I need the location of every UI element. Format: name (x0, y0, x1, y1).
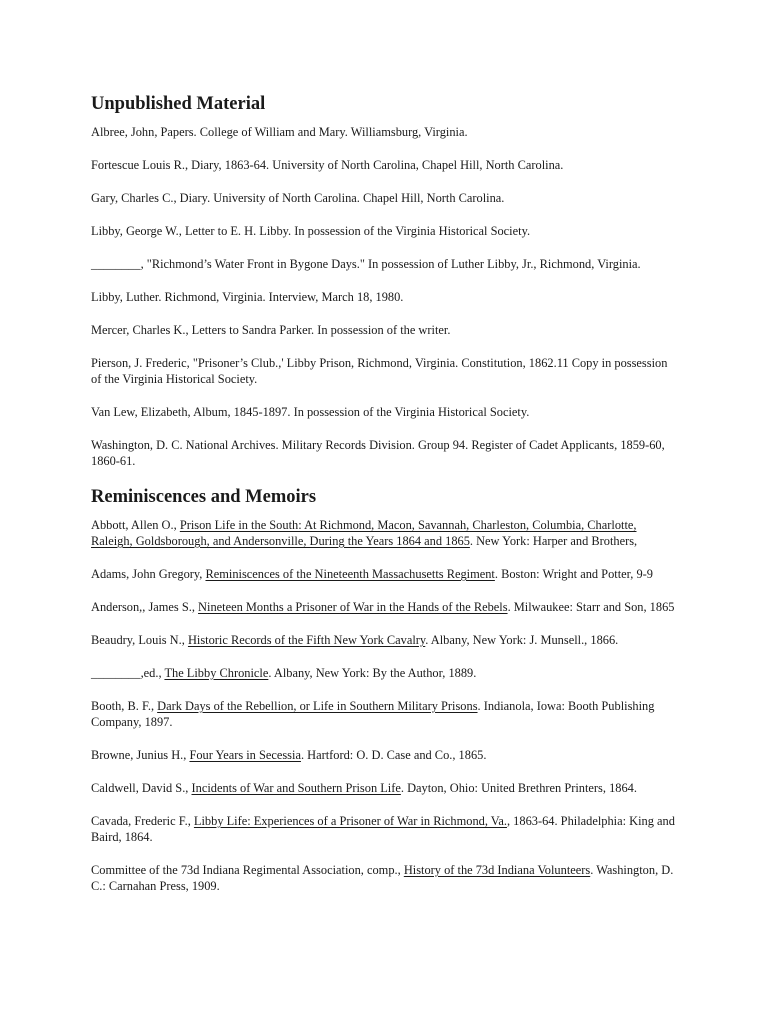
bibliography-entry (91, 665, 678, 681)
bibliography-entry (91, 566, 678, 582)
entry-author: Anderson,, James S., (91, 600, 199, 614)
bibliography-entry (91, 747, 678, 763)
bibliography-entry: Van Lew, Elizabeth, Album, 1845-1897. In possession of the Virginia Historical Society. (91, 405, 530, 419)
unpublished-list (91, 124, 678, 469)
entry-publication: . Boston: Wright and Potter, 9-9 (494, 567, 653, 581)
bibliography-entry (91, 698, 678, 730)
bibliography-entry: Libby, Luther. Richmond, Virginia. Interview, March 18, 1980. (91, 290, 404, 304)
bibliography-entry: ________, "Richmond’s Water Front in Bygone Days." In possession of Luther Libby, Jr., Richmond, Virginia. (91, 257, 641, 271)
entry-publication: . Dayton, Ohio: United Brethren Printers, 1864. (400, 781, 637, 795)
entry-author: Booth, B. F., (91, 699, 158, 713)
entry-author: Caldwell, David S., (91, 781, 192, 795)
entry-title: Libby Life: Experiences of a Prisoner of War in Richmond, Va. (193, 814, 507, 828)
reminiscences-list (91, 517, 678, 894)
entry-publication: . Albany, New York: By the Author, 1889. (268, 666, 477, 680)
entry-author: ________,ed., (91, 666, 165, 680)
entry-author: Cavada, Frederic F., (91, 814, 194, 828)
entry-title: History of the 73d Indiana Volunteers (403, 863, 591, 877)
entry-title: Incidents of War and Southern Prison Life (191, 781, 401, 795)
entry-publication: . Indianola, Iowa: Booth Publishing Company, 1897. (91, 699, 655, 729)
bibliography-entry (91, 780, 678, 796)
bibliography-entry (91, 517, 678, 549)
entry-author: Committee of the 73d Indiana Regimental Association, comp., (91, 863, 404, 877)
entry-publication: . Milwaukee: Starr and Son, 1865 (507, 600, 675, 614)
bibliography-entry: Pierson, J. Frederic, "Prisoner’s Club.,' Libby Prison, Richmond, Virginia. Constitution, 1862.11 Copy in possession of the Virginia Historical Society. (91, 356, 668, 386)
section-title-unpublished: Unpublished Material (91, 94, 266, 114)
bibliography-entry: Gary, Charles C., Diary. University of North Carolina. Chapel Hill, North Carolina. (91, 191, 505, 205)
bibliography-entry: Fortescue Louis R., Diary, 1863-64. University of North Carolina, Chapel Hill, North Carolina. (91, 158, 564, 172)
entry-publication: . Albany, New York: J. Munsell., 1866. (425, 633, 619, 647)
entry-author: Beaudry, Louis N., (91, 633, 188, 647)
entry-title: Reminiscences of the Nineteenth Massachusetts Regiment (205, 567, 495, 581)
entry-title: Prison Life in the South: At Richmond, Macon, Savannah, Charleston, Columbia, Charlotte, Raleigh, Goldsborough, and Andersonville, During the Years 1864 and 1865 (91, 518, 637, 548)
entry-publication: . New York: Harper and Brothers, (469, 534, 638, 548)
entry-publication: . Washington, D. C.: Carnahan Press, 1909. (91, 863, 674, 893)
bibliography-entry (91, 599, 678, 615)
bibliography-entry: Washington, D. C. National Archives. Military Records Division. Group 94. Register of Cadet Applicants, 1859-60, 1860-61. (91, 438, 665, 468)
entry-publication: . Hartford: O. D. Case and Co., 1865. (300, 748, 487, 762)
bibliography-entry (91, 862, 678, 894)
bibliography-entry: Libby, George W., Letter to E. H. Libby. In possession of the Virginia Historical Society. (91, 224, 531, 238)
entry-publication: , 1863-64. Philadelphia: King and Baird, 1864. (91, 814, 675, 844)
entry-title: Nineteen Months a Prisoner of War in the Hands of the Rebels (198, 600, 508, 614)
entry-title: Four Years in Secessia (189, 748, 301, 762)
bibliography-entry (91, 632, 678, 648)
bibliography-entry: Albree, John, Papers. College of William and Mary. Williamsburg, Virginia. (91, 125, 468, 139)
bibliography-entry: Mercer, Charles K., Letters to Sandra Parker. In possession of the writer. (91, 323, 451, 337)
entry-title: Dark Days of the Rebellion, or Life in Southern Military Prisons (157, 699, 478, 713)
section-title-reminiscences: Reminiscences and Memoirs (91, 487, 317, 507)
entry-title: Historic Records of the Fifth New York Cavalry (187, 633, 426, 647)
entry-author: Browne, Junius H., (91, 748, 190, 762)
entry-title: The Libby Chronicle (164, 666, 269, 680)
bibliography-entry (91, 813, 678, 845)
entry-author: Adams, John Gregory, (91, 567, 206, 581)
entry-author: Abbott, Allen O., (91, 518, 180, 532)
